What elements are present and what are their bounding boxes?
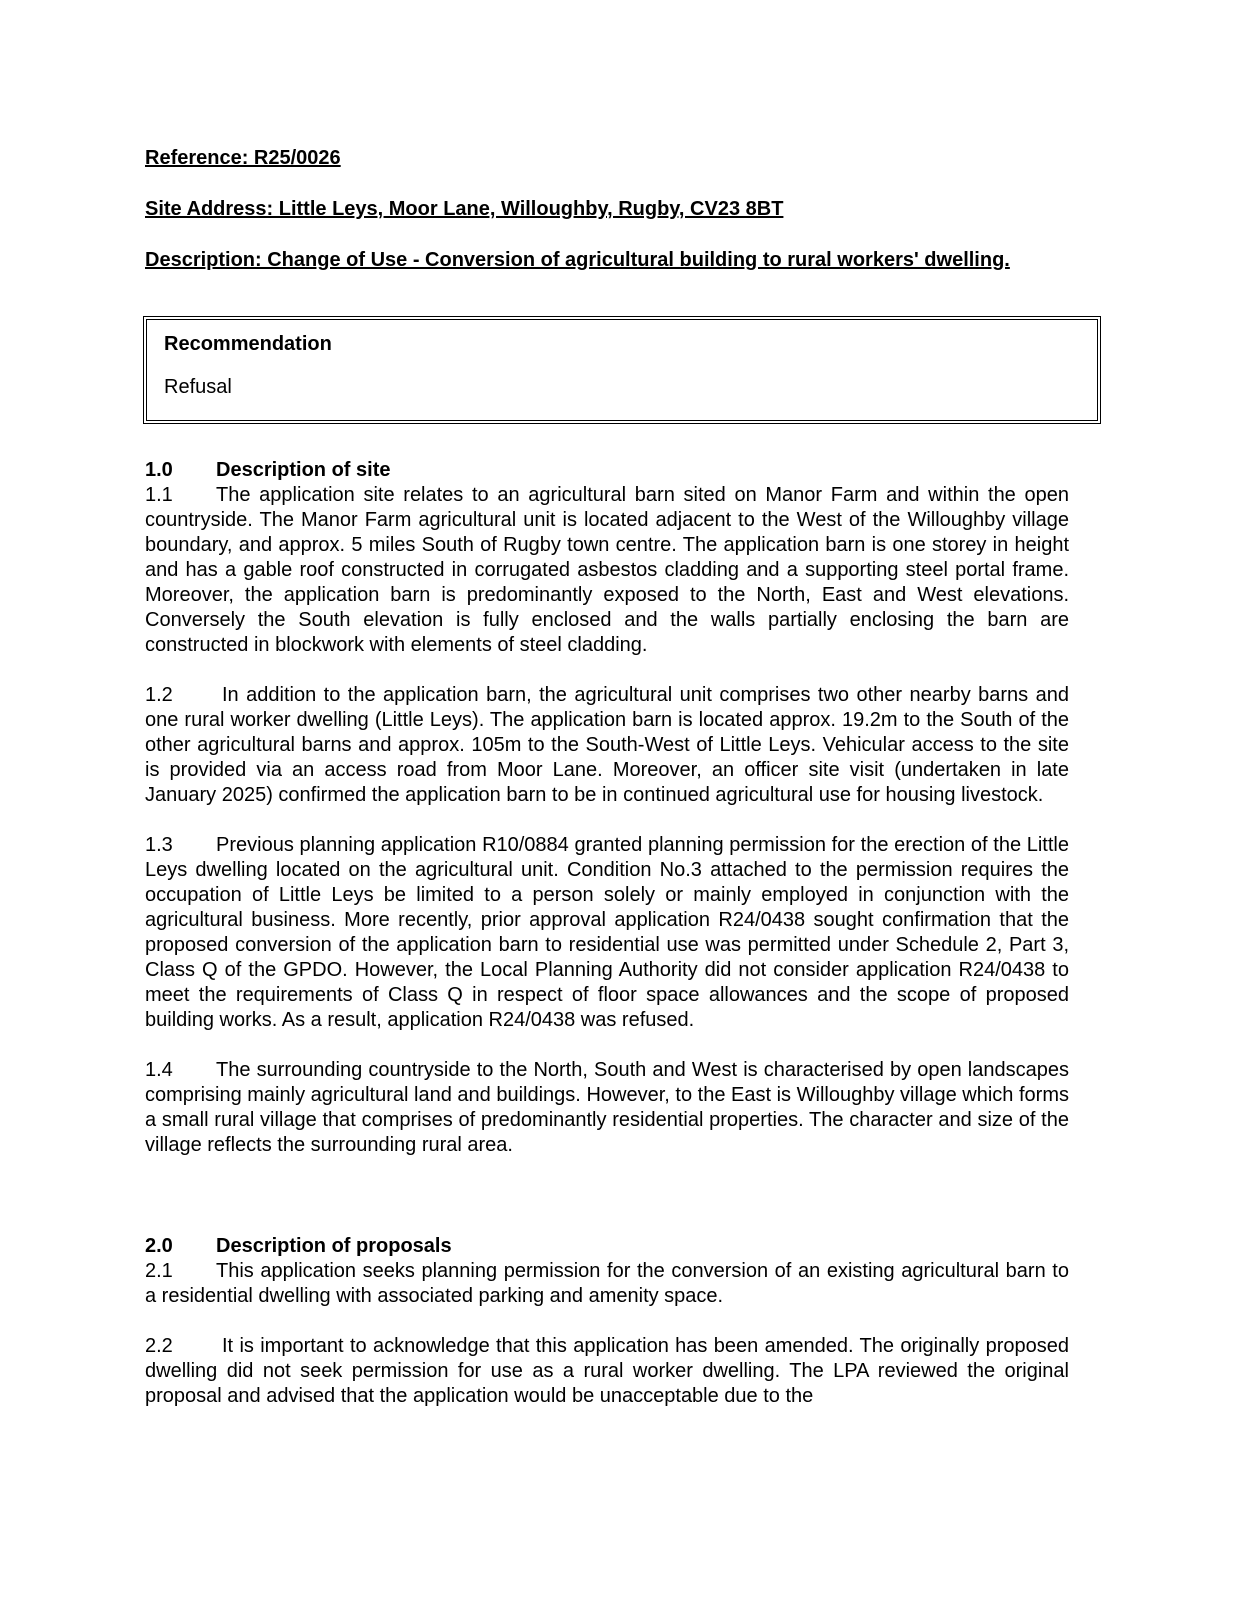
reference-heading: Reference: R25/0026 — [145, 147, 341, 169]
section-number: 1.0 — [145, 459, 173, 481]
section-title: Description of site — [216, 459, 391, 481]
paragraph-1-1 — [145, 483, 1069, 658]
paragraph-number: 2.1 — [145, 1260, 173, 1282]
paragraph-2-2 — [145, 1334, 1069, 1409]
section-heading — [145, 458, 1069, 483]
paragraph-text: The surrounding countryside to the North, South and West is characterised by open landscapes comprising mainly agricultural land and buildings. However, to the East is Willoughby village which forms a small rural village that comprises of predominantly residential properties. The character and size of the village reflects the surrounding rural area. — [145, 1059, 1069, 1156]
section-description-of-proposals — [145, 1234, 1069, 1409]
paragraph-number: 1.2 — [145, 684, 173, 706]
recommendation-box — [143, 316, 1101, 424]
recommendation-title: Recommendation — [164, 333, 332, 355]
paragraph-number: 1.3 — [145, 834, 173, 856]
paragraph-1-4 — [145, 1058, 1069, 1158]
paragraph-1-3 — [145, 833, 1069, 1033]
paragraph-2-1 — [145, 1259, 1069, 1309]
site-address-heading: Site Address: Little Leys, Moor Lane, Willoughby, Rugby, CV23 8BT — [145, 198, 784, 220]
paragraph-1-2 — [145, 683, 1069, 808]
section-title: Description of proposals — [216, 1235, 452, 1257]
paragraph-text: It is important to acknowledge that this application has been amended. The originally proposed dwelling did not seek permission for use as a rural worker dwelling. The LPA reviewed the original proposal and advised that the application would be unacceptable due to the — [145, 1335, 1069, 1407]
section-description-of-site — [145, 458, 1069, 1158]
section-number: 2.0 — [145, 1235, 173, 1257]
paragraph-number: 1.4 — [145, 1059, 173, 1081]
paragraph-text: In addition to the application barn, the agricultural unit comprises two other nearby barns and one rural worker dwelling (Little Leys). The application barn is located approx. 19.2m to the South of the other agricultural barns and approx. 105m to the South-West of Little Leys. Vehicular access to the site is provided via an access road from Moor Lane. Moreover, an officer site visit (undertaken in late January 2025) confirmed the application barn to be in continued agricultural use for housing livestock. — [145, 684, 1069, 806]
paragraph-text: This application seeks planning permission for the conversion of an existing agricultural barn to a residential dwelling with associated parking and amenity space. — [145, 1260, 1069, 1307]
section-heading — [145, 1234, 1069, 1259]
paragraph-text: The application site relates to an agricultural barn sited on Manor Farm and within the open countryside. The Manor Farm agricultural unit is located adjacent to the West of the Willoughby village boundary, and approx. 5 miles South of Rugby town centre. The application barn is one storey in height and has a gable roof constructed in corrugated asbestos cladding and a supporting steel portal frame. Moreover, the application barn is predominantly exposed to the North, East and West elevations. Conversely the South elevation is fully enclosed and the walls partially enclosing the barn are constructed in blockwork with elements of steel cladding. — [145, 484, 1069, 656]
paragraph-text: Previous planning application R10/0884 granted planning permission for the erection of the Little Leys dwelling located on the agricultural unit. Condition No.3 attached to the permission requires the occupation of Little Leys be limited to a person solely or mainly employed in conjunction with the agricultural business. More recently, prior approval application R24/0438 sought confirmation that the proposed conversion of the application barn to residential use was permitted under Schedule 2, Part 3, Class Q of the GPDO. However, the Local Planning Authority did not consider application R24/0438 to meet the requirements of Class Q in respect of floor space allowances and the scope of proposed building works. As a result, application R24/0438 was refused. — [145, 834, 1069, 1031]
paragraph-number: 1.1 — [145, 484, 173, 506]
paragraph-number: 2.2 — [145, 1335, 173, 1357]
recommendation-value: Refusal — [164, 376, 232, 398]
description-heading: Description: Change of Use - Conversion of agricultural building to rural workers' dwelling. — [145, 249, 1010, 271]
